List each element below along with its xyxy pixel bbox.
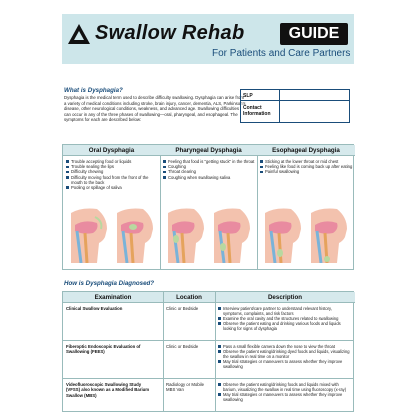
contact-box [240, 89, 350, 123]
column-header: Description [215, 292, 355, 303]
dysphagia-types-table [62, 144, 354, 270]
list-item: Throat clearing [163, 169, 255, 174]
table-row [63, 303, 353, 341]
symptom-list [260, 159, 353, 175]
esophageal-anatomy-image [261, 207, 305, 263]
diagnosis-table [62, 291, 354, 412]
guide-badge: GUIDE [280, 23, 348, 45]
exam-location: Clinic or Bedside [166, 306, 199, 311]
symptom-list [66, 159, 158, 190]
contact-label: SLP [243, 92, 253, 99]
list-item: May trial strategies or maneuvers to assess whether they improve swallowing [218, 392, 352, 402]
oral-anatomy-image [67, 207, 111, 263]
list-item: Feeling that food is "getting stuck" in the throat [163, 159, 255, 164]
list-item: Observe the patient eating/drinking foods and liquids mixed with barium, visualizing the swallow in real time using fluoroscopy (x-ray) [218, 382, 352, 392]
type-heading: Pharyngeal Dysphagia [160, 145, 257, 156]
exam-description [218, 306, 352, 331]
list-item: Difficulty moving food from the front of the mouth to the back [66, 175, 158, 185]
page-title: Swallow Rehab [95, 22, 245, 44]
list-item: Examine the oral cavity and the structures related to swallowing [218, 316, 352, 321]
column-header: Location [163, 292, 215, 303]
type-column-pharyngeal [160, 145, 257, 269]
list-item: May trial strategies or maneuvers to assess whether they improve swallowing [218, 359, 352, 369]
type-heading: Oral Dysphagia [63, 145, 160, 156]
contact-label: Contact Information [243, 105, 271, 117]
exam-location: Radiology or Mobile MBS Van [166, 382, 204, 393]
type-column-oral [63, 145, 160, 269]
intro-heading: What is Dysphagia? [64, 87, 123, 94]
exam-name: Fiberoptic Endoscopic Evaluation of Swallowing (FEES) [66, 344, 141, 355]
list-item: Trouble sealing the lips [66, 164, 158, 169]
header-banner [62, 14, 354, 64]
contact-row-slp [241, 90, 349, 101]
column-header: Examination [63, 292, 163, 303]
table-row [63, 379, 353, 412]
list-item: Interview patient/care partner to understand relevant history, symptoms, complaints, and risk factors [218, 306, 352, 316]
esophageal-anatomy-image [307, 207, 351, 263]
list-item: Difficulty chewing [66, 169, 158, 174]
list-item: Feeling like food is coming back up after eating [260, 164, 353, 169]
exam-location: Clinic or Bedside [166, 344, 199, 349]
exam-name: Videofluoroscopic Swallowing Study (VFSS) also known as a Modified Barium Swallow (MBS) [66, 382, 150, 398]
pharyngeal-anatomy-image [210, 207, 254, 263]
exam-name: Clinical Swallow Evaluation [66, 306, 123, 311]
exam-description [218, 344, 352, 369]
diagnosis-heading: How is Dysphagia Diagnosed? [64, 280, 155, 287]
pharyngeal-anatomy-image [164, 207, 208, 263]
mountain-logo-icon [68, 24, 90, 44]
contact-row-info [241, 101, 349, 123]
type-heading: Esophageal Dysphagia [257, 145, 355, 156]
list-item: Coughing [163, 164, 255, 169]
list-item: Painful swallowing [260, 169, 353, 174]
list-item: Trouble accepting food or liquids [66, 159, 158, 164]
symptom-list [163, 159, 255, 180]
guide-page [62, 14, 354, 412]
page-subtitle: For Patients and Care Partners [212, 48, 351, 59]
table-row [63, 341, 353, 379]
list-item: Sticking at the lower throat or mid chest [260, 159, 353, 164]
list-item: Observe the patient eating/drinking dyed foods and liquids, visualizing the swallow in real time on a monitor [218, 349, 352, 359]
list-item: Observe the patient eating and drinking various foods and liquids looking for signs of dysphagia [218, 321, 352, 331]
list-item: Coughing when swallowing saliva [163, 175, 255, 180]
list-item: Pooling or spillage of saliva [66, 185, 158, 190]
oral-anatomy-image [113, 207, 157, 263]
type-column-esophageal [257, 145, 355, 269]
list-item: Pass a small flexible camera down the nose to view the throat [218, 344, 352, 349]
intro-text: Dysphagia is the medical term used to describe difficulty swallowing. Dysphagia can arise from a variety of medical conditions including stroke, brain injury, cancer, dementia, ALS, Parkinson's disease, other neurological conditions, weakness, and advanced age. Swallowing difficulties can occur in any of the three phases of swallowing—oral, pharyngeal, and esophageal. The symptoms for each are described below: [64, 95, 246, 123]
exam-description [218, 382, 352, 402]
